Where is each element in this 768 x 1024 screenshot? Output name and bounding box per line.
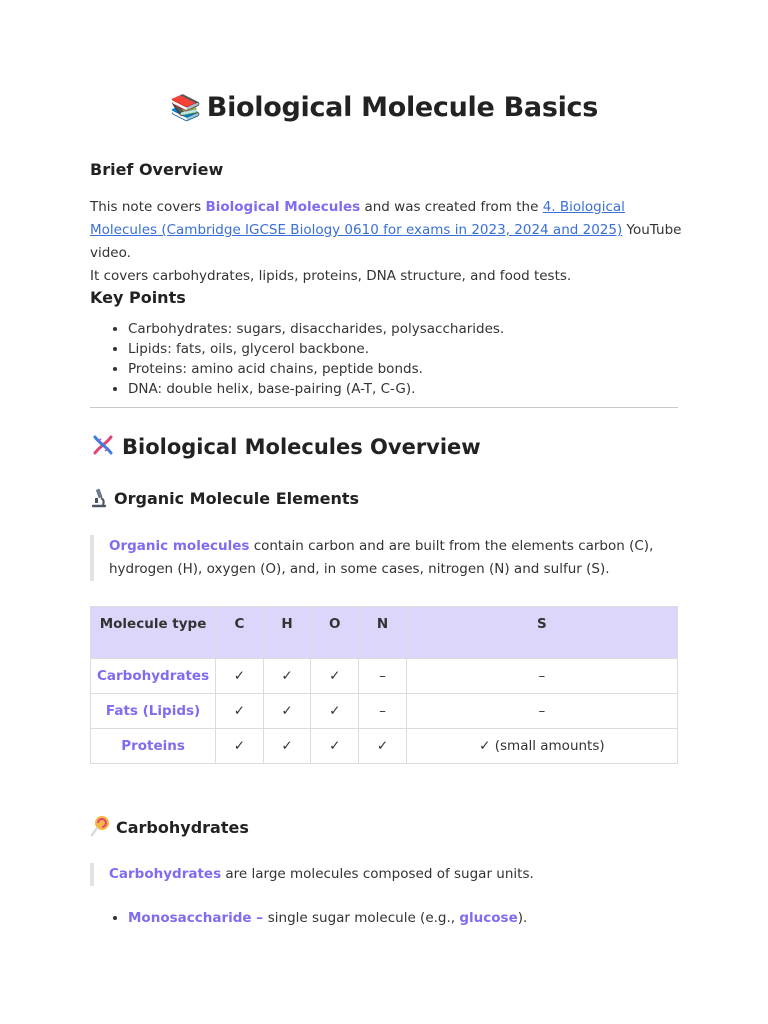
carbohydrates-section-title: Carbohydrates [116, 818, 249, 837]
glucose-highlight: glucose [459, 910, 518, 926]
section-divider [90, 407, 678, 408]
youtube-video-link[interactable]: 4. Biological Molecules (Cambridge IGCSE Biology 0610 for exams in 2023, 2024 and 2025) [90, 199, 625, 238]
table-header-row [91, 607, 678, 659]
table-header-cell: N [359, 607, 407, 659]
table-cell: Proteins [91, 729, 216, 764]
microscope-icon [90, 488, 108, 508]
brief-overview-paragraph [90, 196, 690, 288]
table-header-cell: C [216, 607, 264, 659]
list-item: • DNA: double helix, base-pairing (A-T, C-G). [128, 379, 504, 399]
brief-overview-heading: Brief Overview [90, 160, 224, 179]
table-row [91, 694, 678, 729]
page-title [0, 92, 768, 123]
overview-line-2: It covers carbohydrates, lipids, proteins, DNA structure, and food tests. [90, 268, 572, 284]
table-cell: Carbohydrates [91, 659, 216, 694]
dna-icon [90, 432, 116, 458]
elements-section-heading [90, 488, 359, 508]
carbohydrates-quote [90, 863, 697, 886]
key-points-heading: Key Points [90, 288, 186, 307]
after-link-text: YouTube video. [90, 222, 682, 261]
table-cell: Fats (Lipids) [91, 694, 216, 729]
table-cell: – [359, 659, 407, 694]
bullet-text: single sugar molecule (e.g., [267, 910, 460, 926]
elements-table [90, 606, 678, 764]
page-title-text: Biological Molecule Basics [206, 92, 599, 123]
table-cell: ✓ [216, 729, 264, 764]
carbohydrates-section-heading [90, 815, 249, 837]
table-cell: ✓ [263, 729, 311, 764]
table-header-cell: H [263, 607, 311, 659]
bullet-end: ). [517, 910, 528, 926]
elements-section-title: Organic Molecule Elements [114, 489, 360, 508]
table-header-cell: O [311, 607, 359, 659]
list-item: • Proteins: amino acid chains, peptide bonds. [128, 359, 504, 379]
list-item [128, 908, 527, 928]
table-cell: ✓ [263, 694, 311, 729]
table-cell: – [406, 659, 677, 694]
quote-text: contain carbon and are built from the elements carbon (C), hydrogen (H), oxygen (O), and, in some cases, nitrogen (N) and sulfur (S). [109, 538, 654, 577]
table-cell: ✓ [216, 694, 264, 729]
list-item: • Lipids: fats, oils, glycerol backbone. [128, 339, 504, 359]
table-cell: ✓ [311, 659, 359, 694]
term-dash: – [251, 910, 268, 926]
table-row [91, 659, 678, 694]
organic-molecules-quote [90, 535, 697, 581]
carbohydrates-list [108, 908, 527, 928]
mid-text: and was created from the [360, 199, 543, 215]
table-cell: ✓ [359, 729, 407, 764]
table-cell: ✓ [216, 659, 264, 694]
list-item: • Carbohydrates: sugars, disaccharides, polysaccharides. [128, 319, 504, 339]
biological-molecules-highlight: Biological Molecules [205, 199, 361, 215]
carbohydrates-highlight: Carbohydrates [109, 866, 222, 882]
table-header-cell: Molecule type [91, 607, 216, 659]
overview-section-title: Biological Molecules Overview [122, 435, 481, 459]
key-points-list [108, 319, 504, 399]
quote-text: are large molecules composed of sugar units. [221, 866, 534, 882]
overview-section-heading [90, 432, 481, 459]
intro-text: This note covers [90, 199, 206, 215]
table-cell: ✓ [311, 694, 359, 729]
table-cell: ✓ [311, 729, 359, 764]
books-icon: 📚 [169, 93, 201, 122]
monosaccharide-term: Monosaccharide [128, 910, 252, 926]
table-cell: – [406, 694, 677, 729]
organic-molecules-highlight: Organic molecules [109, 538, 250, 554]
table-cell: ✓ (small amounts) [406, 729, 677, 764]
table-row [91, 729, 678, 764]
lollipop-icon [90, 815, 110, 837]
table-header-cell: S [406, 607, 677, 659]
table-cell: – [359, 694, 407, 729]
table-cell: ✓ [263, 659, 311, 694]
